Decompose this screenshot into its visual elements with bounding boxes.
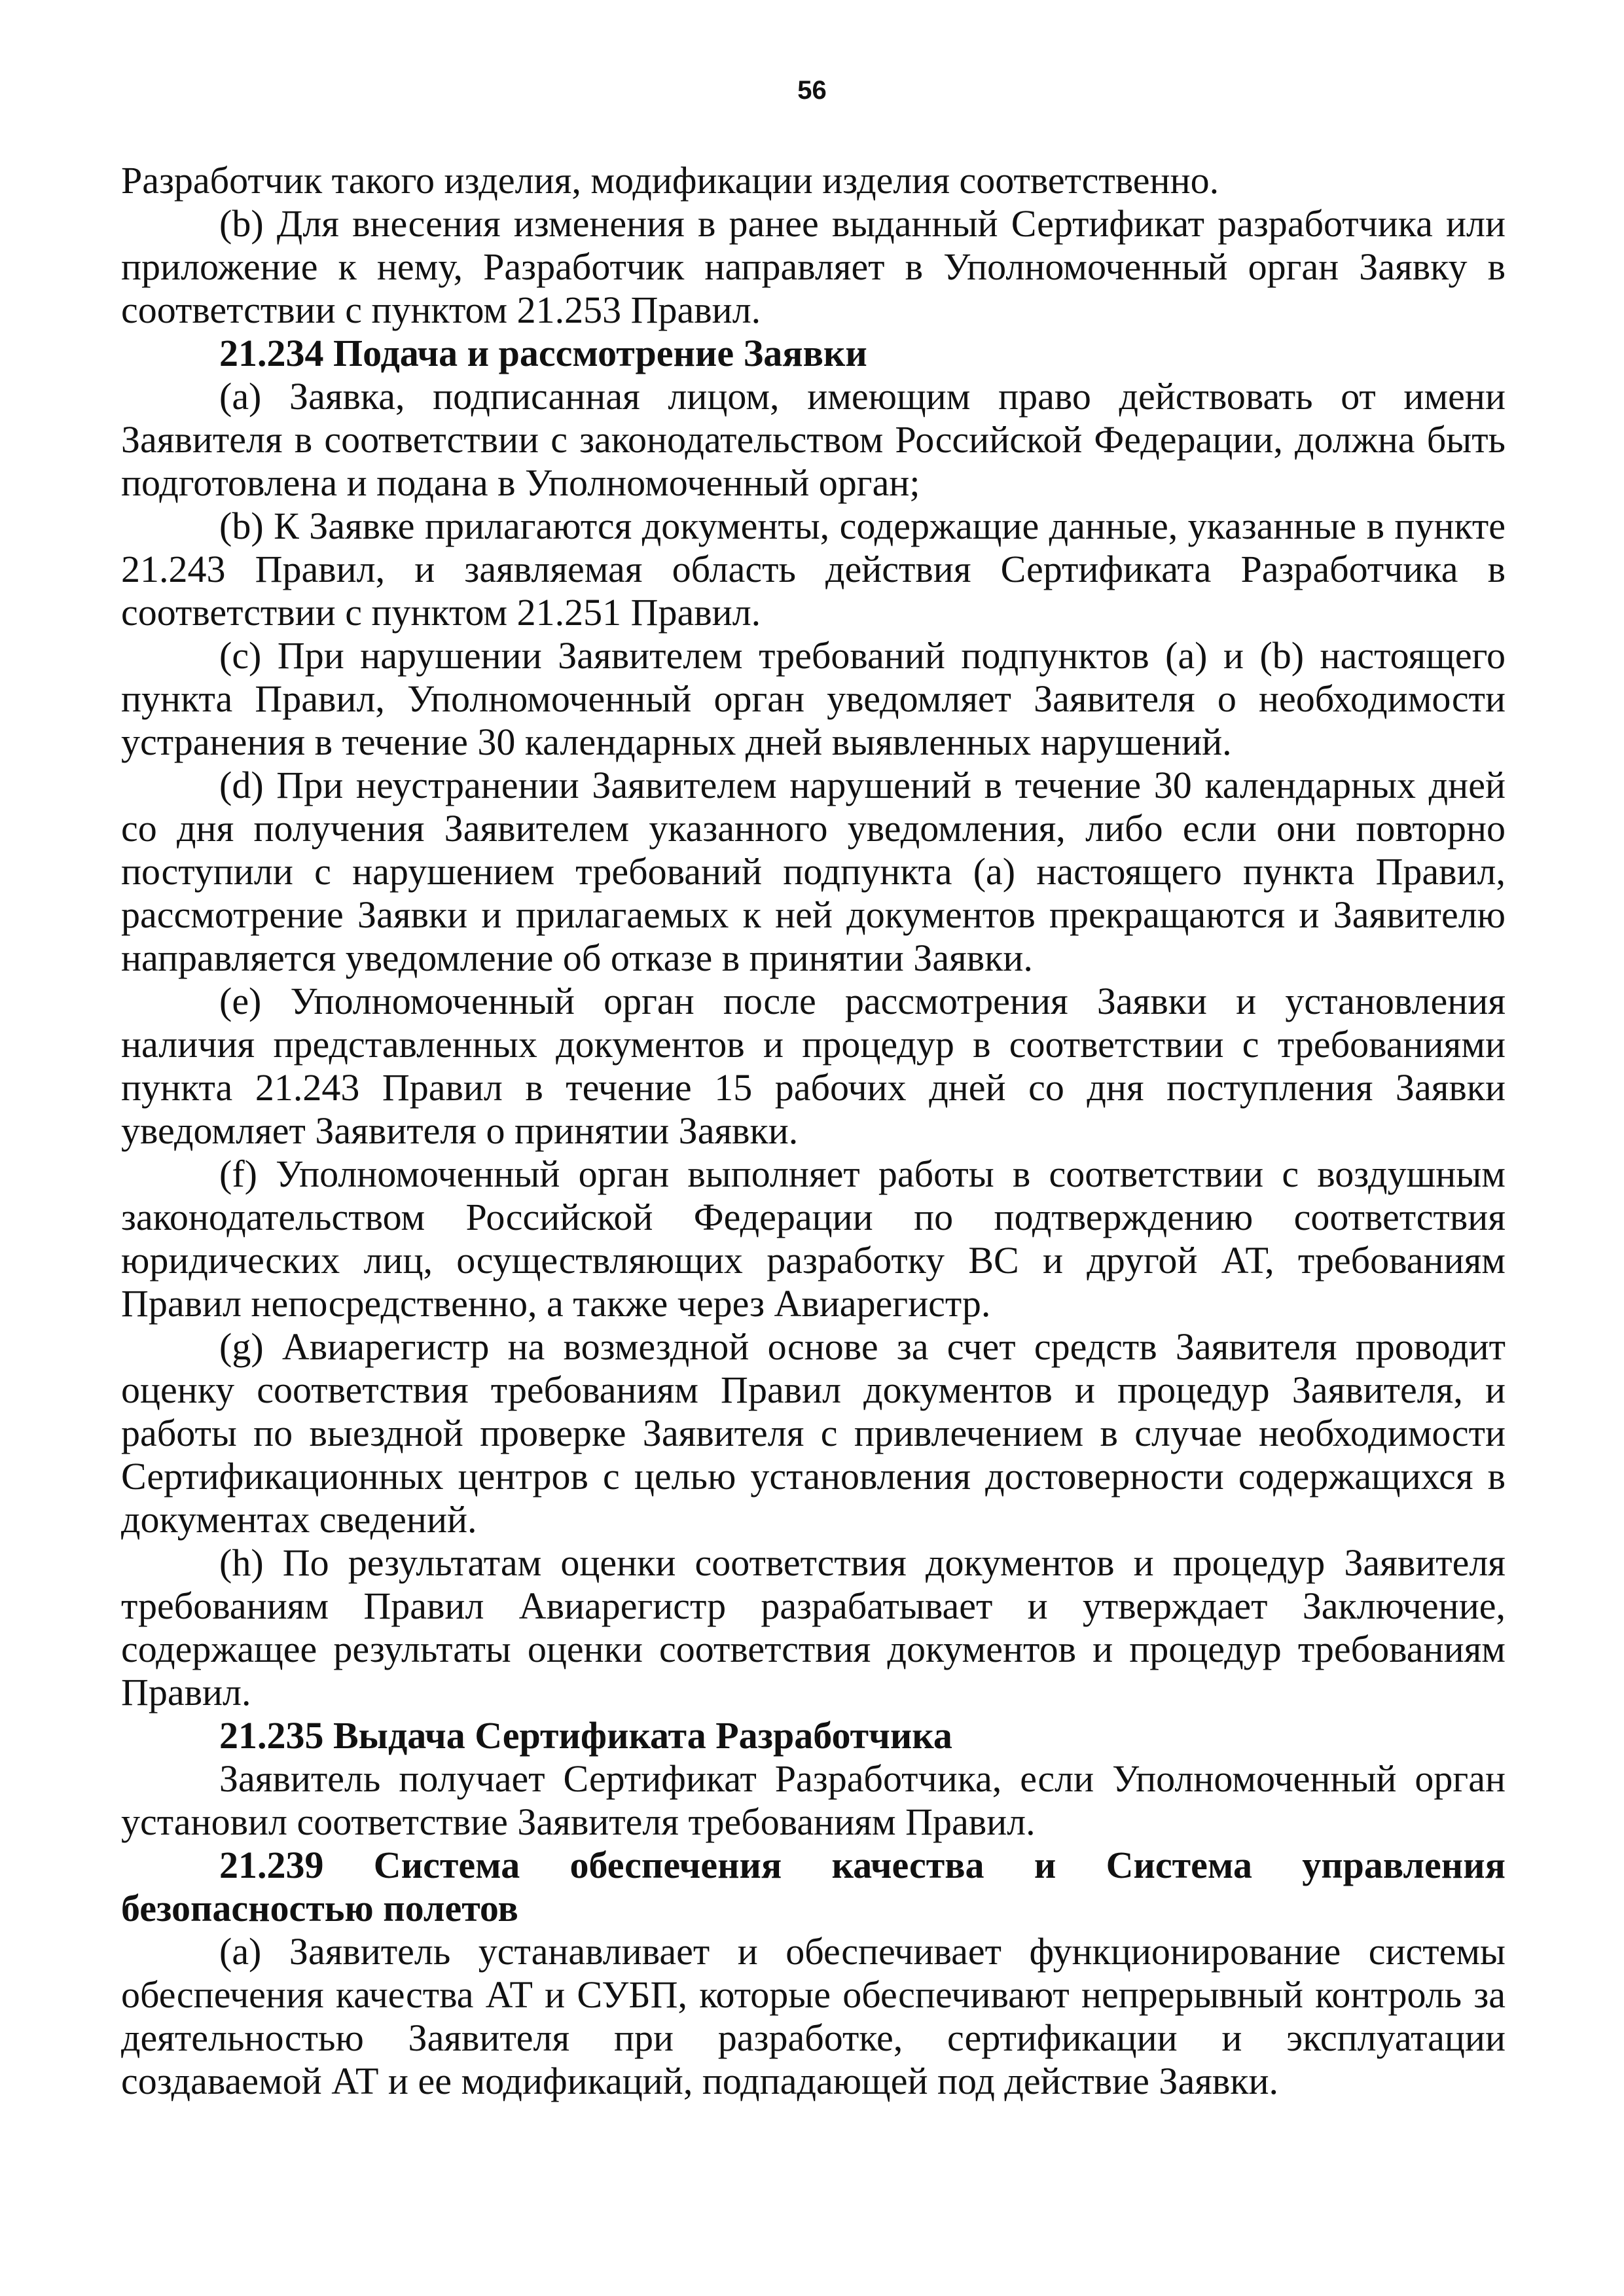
document-body [121, 159, 1506, 2103]
paragraph-a-quality-system: (a) Заявитель устанавливает и обеспечивает функционирование системы обеспечения качества АТ и СУБП, которые обеспечивают непрерывный контроль за деятельностью Заявителя при разработке, сертификации и эксплуатации создаваемой АТ и ее модификаций, подпадающей под действие Заявки. [121, 1930, 1506, 2102]
paragraph-e-acceptance: (e) Уполномоченный орган после рассмотрения Заявки и установления наличия представленных документов и процедур в соответствии с требованиями пункта 21.243 Правил в течение 15 рабочих дней со дня поступления Заявки уведомляет Заявителя о принятии Заявки. [121, 980, 1506, 1152]
section-heading-21-235: 21.235 Выдача Сертификата Разработчика [219, 1714, 952, 1757]
paragraph-h-conclusion: (h) По результатам оценки соответствия документов и процедур Заявителя требованиям Правил Авиарегистр разрабатывает и утверждает Заключение, содержащее результаты оценки соответствия документов и процедур требованиям Правил. [121, 1541, 1506, 1713]
paragraph-b-documents: (b) К Заявке прилагаются документы, содержащие данные, указанные в пункте 21.243 Правил, и заявляемая область действия Сертификата Разработчика в соответствии с пунктом 21.251 Правил. [121, 505, 1506, 634]
paragraph-b-amendment: (b) Для внесения изменения в ранее выданный Сертификат разработчика или приложение к нему, Разработчик направляет в Уполномоченный орган Заявку в соответствии с пунктом 21.253 Правил. [121, 202, 1506, 331]
paragraph-g-aviaregister: (g) Авиарегистр на возмездной основе за счет средств Заявителя проводит оценку соответствия требованиям Правил документов и процедур Заявителя, и работы по выездной проверке Заявителя с привлечением в случае необходимости Сертификационных центров с целью установления достоверности содержащихся в документах сведений. [121, 1325, 1506, 1541]
paragraph-certificate-issue: Заявитель получает Сертификат Разработчика, если Уполномоченный орган установил соответствие Заявителя требованиям Правил. [121, 1757, 1506, 1843]
paragraph-f-conformity: (f) Уполномоченный орган выполняет работы в соответствии с воздушным законодательством Российской Федерации по подтверждению соответствия юридических лиц, осуществляющих разработку ВС и другой АТ, требованиям Правил непосредственно, а также через Авиарегистр. [121, 1153, 1506, 1325]
paragraph-continuation: Разработчик такого изделия, модификации изделия соответственно. [121, 159, 1219, 202]
paragraph-a-application: (a) Заявка, подписанная лицом, имеющим право действовать от имени Заявителя в соответствии с законодательством Российской Федерации, должна быть подготовлена и подана в Уполномоченный орган; [121, 375, 1506, 504]
paragraph-c-violations: (c) При нарушении Заявителем требований подпунктов (a) и (b) настоящего пункта Правил, Уполномоченный орган уведомляет Заявителя о необходимости устранения в течение 30 календарных дней выявленных нарушений. [121, 634, 1506, 763]
page-number: 56 [797, 76, 827, 105]
section-heading-21-239: 21.239 Система обеспечения качества и Система управления безопасностью полетов [121, 1844, 1506, 1929]
section-heading-21-234: 21.234 Подача и рассмотрение Заявки [219, 332, 867, 374]
paragraph-d-refusal: (d) При неустранении Заявителем нарушений в течение 30 календарных дней со дня получения Заявителем указанного уведомления, либо если они повторно поступили с нарушением требований подпункта (a) настоящего пункта Правил, рассмотрение Заявки и прилагаемых к ней документов прекращаются и Заявителю направляется уведомление об отказе в принятии Заявки. [121, 764, 1506, 979]
